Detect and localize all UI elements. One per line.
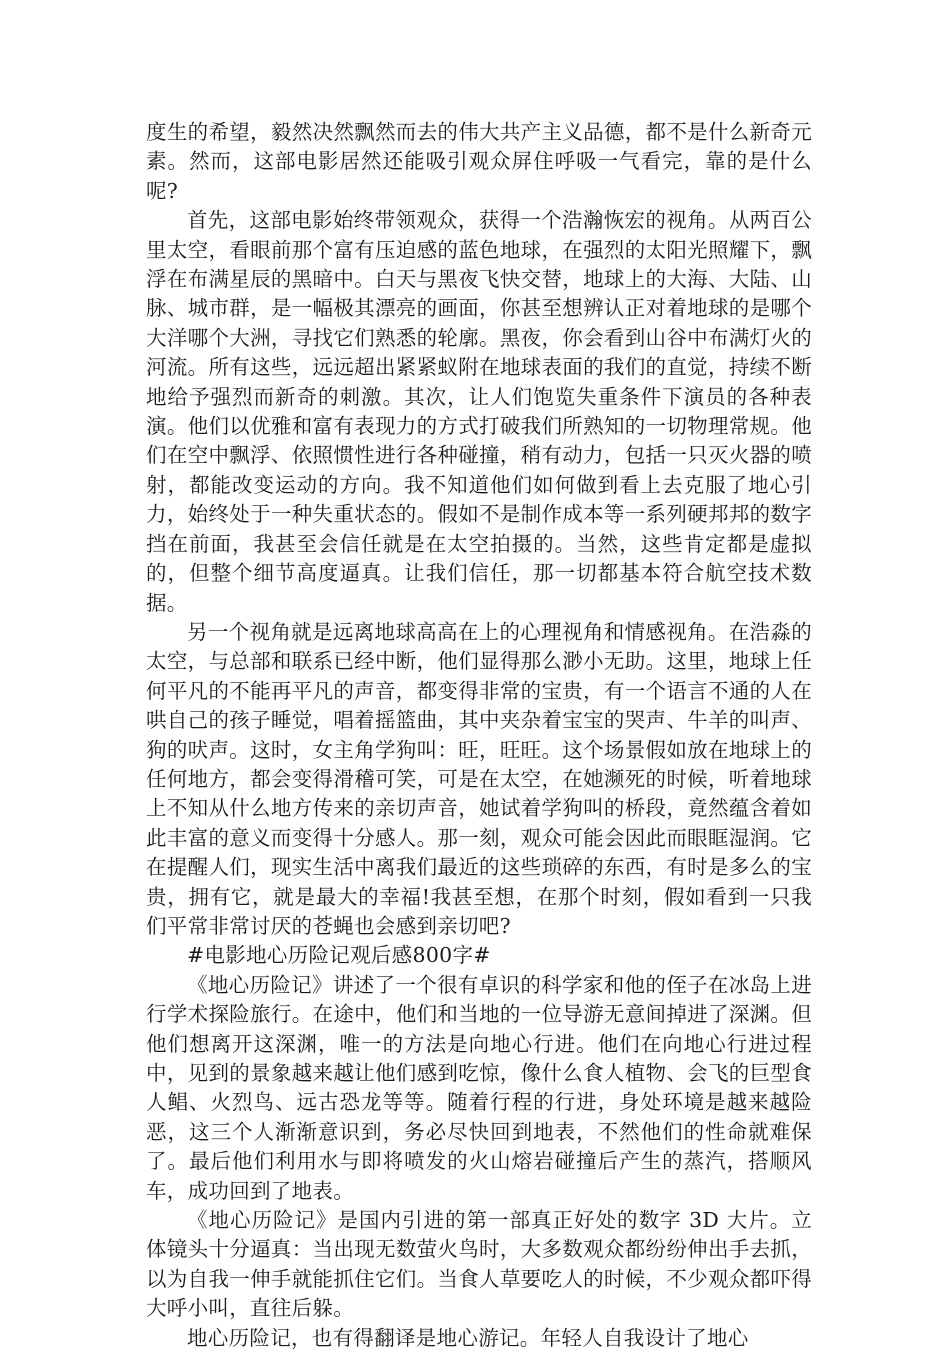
paragraph-6: 地心历险记，也有得翻译是地心游记。年轻人自我设计了地心 (187, 1325, 749, 1350)
paragraph-3: 另一个视角就是远离地球高高在上的心理视角和情感视角。在浩淼的太空，与总部和联系已经中断，他们显得那么渺小无助。这里，地球上任何平凡的不能再平凡的声音，都变得非常的宝贵，有一个语言不通的人在哄自己的孩子睡觉，唱着摇篮曲，其中夹杂着宝宝的哭声、牛羊的叫声、狗的吠声。这时，女主角学狗叫：旺，旺旺。这个场景假如放在地球上的任何地方，都会变得滑稽可笑，可是在太空，在她濒死的时候，听着地球上不知从什么地方传来的亲切声音，她试着学狗叫的桥段，竟然蕴含着如此丰富的意义而变得十分感人。那一刻，观众可能会因此而眼眶湿润。它在提醒人们，现实生活中离我们最近的这些琐碎的东西，有时是多么的宝贵，拥有它，就是最大的幸福!我甚至想，在那个时刻，假如看到一只我们平常非常讨厌的苍蝇也会感到亲切吧? (146, 619, 812, 938)
section-heading: #电影地心历险记观后感800字# (187, 943, 491, 968)
paragraph-2: 首先，这部电影始终带领观众，获得一个浩瀚恢宏的视角。从两百公里太空，看眼前那个富有压迫感的蓝色地球，在强烈的太阳光照耀下，飘浮在布满星辰的黑暗中。白天与黑夜飞快交替，地球上的大海、大陆、山脉、城市群，是一幅极其漂亮的画面，你甚至想辨认正对着地球的是哪个大洋哪个大洲，寻找它们熟悉的轮廓。黑夜，你会看到山谷中布满灯火的河流。所有这些，远远超出紧紧蚁附在地球表面的我们的直觉，持续不断地给予强烈而新奇的刺激。其次，让人们饱览失重条件下演员的各种表演。他们以优雅和富有表现力的方式打破我们所熟知的一切物理常规。他们在空中飘浮、依照惯性进行各种碰撞，稍有动力，包括一只灭火器的喷射，都能改变运动的方向。我不知道他们如何做到看上去克服了地心引力，始终处于一种失重状态的。假如不是制作成本等一系列硬邦邦的数字挡在前面，我甚至会信任就是在太空拍摄的。当然，这些肯定都是虚拟的，但整个细节高度逼真。让我们信任，那一切都基本符合航空技术数据。 (146, 208, 812, 615)
paragraph-4: 《地心历险记》讲述了一个很有卓识的科学家和他的侄子在冰岛上进行学术探险旅行。在途中，他们和当地的一位导游无意间掉进了深渊。但他们想离开这深渊，唯一的方法是向地心行进。他们在向地心行进过程中，见到的景象越来越让他们感到吃惊，像什么食人植物、会飞的巨型食人鲳、火烈鸟、远古恐龙等等。随着行程的行进，身处环境是越来越险恶，这三个人渐渐意识到，务必尽快回到地表，不然他们的性命就难保了。最后他们利用水与即将喷发的火山熔岩碰撞后产生的蒸汽，搭顺风车，成功回到了地表。 (146, 972, 812, 1203)
document-body (146, 118, 812, 1353)
paragraph-5: 《地心历险记》是国内引进的第一部真正好处的数字 3D 大片。立体镜头十分逼真：当出现无数萤火鸟时，大多数观众都纷纷伸出手去抓，以为自我一伸手就能抓住它们。当食人草要吃人的时候，不少观众都吓得大呼小叫，直往后躲。 (146, 1208, 812, 1321)
paragraph-1: 度生的希望，毅然决然飘然而去的伟大共产主义品德，都不是什么新奇元素。然而，这部电影居然还能吸引观众屏住呼吸一气看完，靠的是什么呢? (146, 120, 812, 203)
